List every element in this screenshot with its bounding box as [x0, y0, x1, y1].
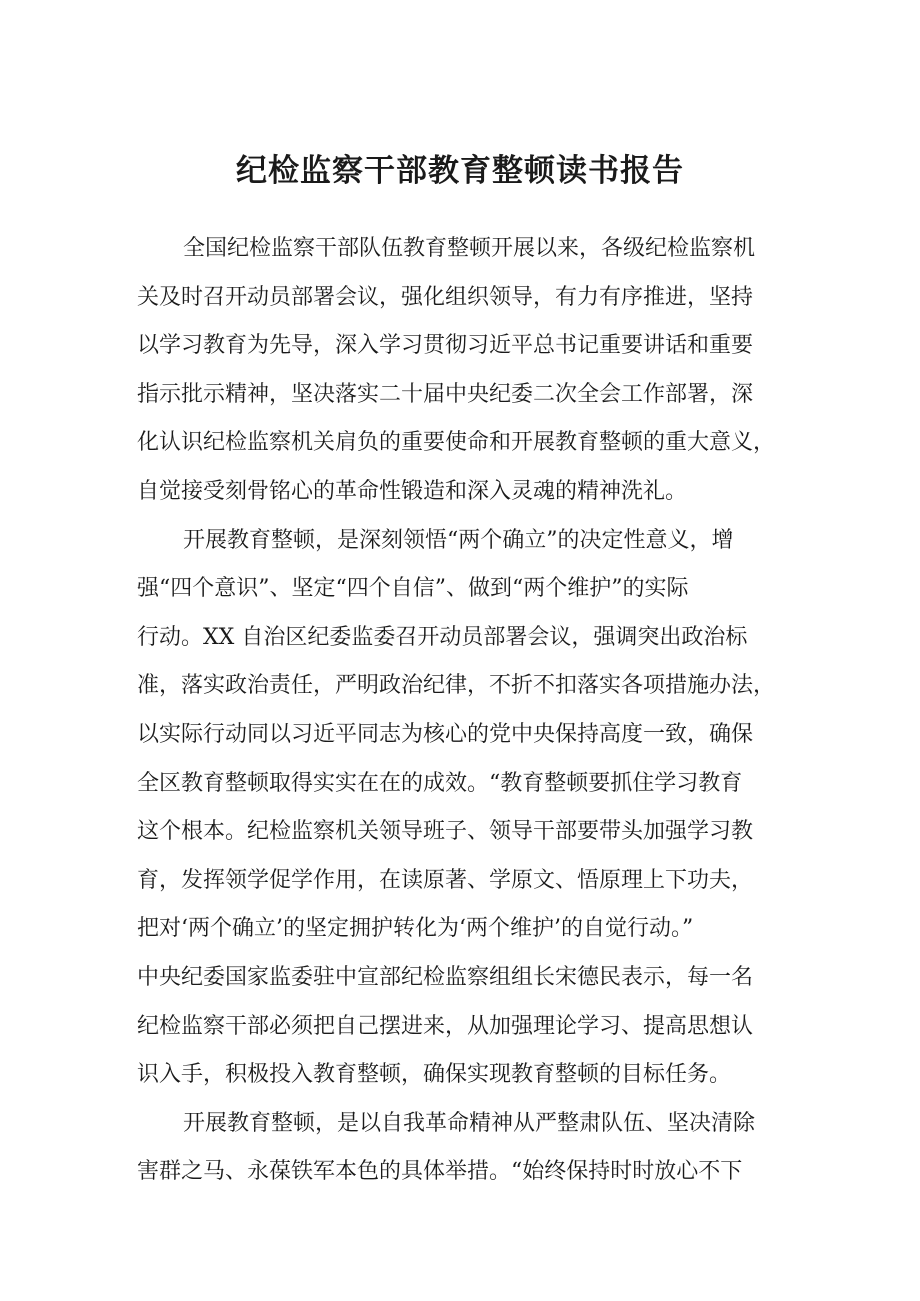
document-body — [137, 225, 789, 1197]
paragraph-1-line-6: 自觉接受刻骨铭心的革命性锻造和深入灵魂的精神洗礼。 — [137, 478, 688, 504]
paragraph-1-line-5: 化认识纪检监察机关肩负的重要使命和开展教育整顿的重大意义， — [137, 430, 776, 456]
paragraph-2-line-3: 行动。XX 自治区纪委监委召开动员部署会议，强调突出政治标 — [137, 624, 748, 650]
paragraph-1-line-3: 以学习教育为先导，深入学习贯彻习近平总书记重要讲话和重要 — [137, 333, 754, 359]
paragraph-3-line-2: 害群之马、永葆铁军本色的具体举措。“始终保持时时放心不下 — [137, 1159, 743, 1185]
paragraph-2-line-6: 全区教育整顿取得实实在在的成效。“教育整顿要抓住学习教育 — [137, 770, 743, 796]
paragraph-2-line-2: 强“四个意识”、坚定“四个自信”、做到“两个维护”的实际 — [137, 576, 689, 602]
paragraph-2-line-1: 开展教育整顿，是深刻领悟“两个确立”的决定性意义，增 — [183, 527, 734, 553]
paragraph-1-line-1: 全国纪检监察干部队伍教育整顿开展以来，各级纪检监察机 — [183, 236, 756, 261]
paragraph-2-line-7: 这个根本。纪检监察机关领导班子、领导干部要带头加强学习教 — [137, 819, 754, 845]
paragraph-2-line-5: 以实际行动同以习近平同志为核心的党中央保持高度一致，确保 — [137, 721, 754, 747]
paragraph-1-line-4: 指示批示精神，坚决落实二十届中央纪委二次全会工作部署，深 — [137, 381, 754, 407]
paragraph-2-line-4: 准，落实政治责任，严明政治纪律，不折不扣落实各项措施办法， — [137, 673, 776, 699]
paragraph-2-line-9: 把对‘两个确立’的坚定拥护转化为‘两个维护’的自觉行动。” — [137, 916, 694, 942]
paragraph-2-line-11: 纪检监察干部必须把自己摆进来，从加强理论学习、提高思想认 — [137, 1013, 754, 1039]
paragraph-2-line-8: 育，发挥领学促学作用，在读原著、学原文、悟原理上下功夫， — [137, 867, 754, 893]
paragraph-2-line-10: 中央纪委国家监委驻中宣部纪检监察组组长宋德民表示，每一名 — [137, 964, 754, 990]
paragraph-3-line-1: 开展教育整顿，是以自我革命精神从严整肃队伍、坚决清除 — [183, 1110, 756, 1136]
paragraph-2-line-12: 识入手，积极投入教育整顿，确保实现教育整顿的目标任务。 — [137, 1062, 732, 1088]
paragraph-1-line-2: 关及时召开动员部署会议，强化组织领导，有力有序推进，坚持 — [137, 284, 754, 310]
document-title: 纪检监察干部教育整顿读书报告 — [236, 153, 684, 189]
